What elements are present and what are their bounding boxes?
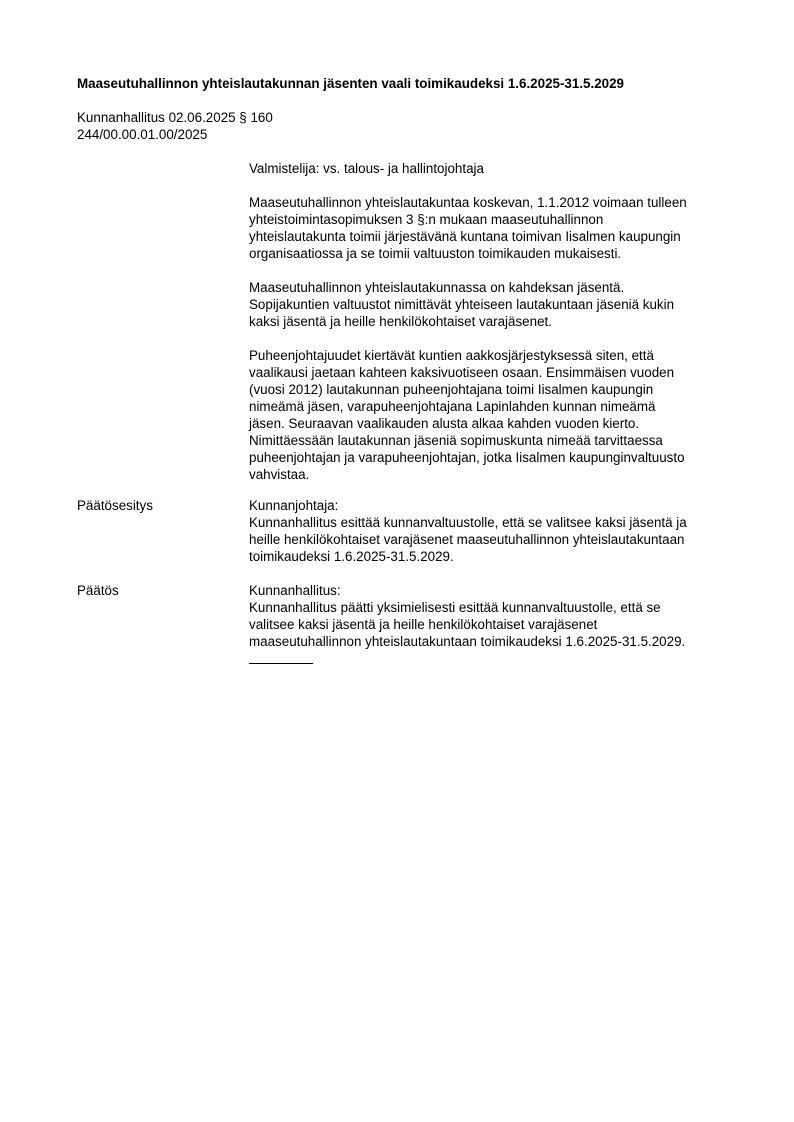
decision-label: Päätös [77,583,119,598]
preparation-paragraph-1: Maaseutuhallinnon yhteislautakuntaa koskevan, 1.1.2012 voimaan tulleen yhteistoimintasopimuksen 3 §:n mukaan maaseutuhallinnon yhteislautakunta toimii järjestävänä kuntana toimivan Iisalmen kaupungin organisaatiossa ja se toimii valtuuston toimikauden mukaisesti. [249,195,687,261]
proposal-content: Kunnanjohtaja: Kunnanhallitus esittää kunnanvaltuustolle, että se valitsee kaksi jäsentä ja heille henkilökohtaiset varajäsenet maaseutuhallinnon yhteislautakuntaan toimikaudeksi 1.6.2025-31.5.2029. [249,497,734,565]
document-title: Maaseutuhallinnon yhteislautakunnan jäsenten vaali toimikaudeksi 1.6.2025-31.5.2029 [77,76,625,91]
meeting-reference: Kunnanhallitus 02.06.2025 § 160 [77,110,273,125]
preparation-paragraph-3: Puheenjohtajuudet kiertävät kuntien aakkosjärjestyksessä siten, että vaalikausi jaetaan kahteen kaksivuotiseen osaan. Ensimmäisen vuoden (vuosi 2012) lautakunnan puheenjohtajana toimi Iisalmen kaupungin nimeämä jäsen, varapuheenjohtajana Lapinlahden kunnan nimeämä jäsen. Seuraavan vaalikauden alusta alkaa kahden vuoden kierto. Nimittäessään lautakunnan jäseniä sopimuskunta nimeää tarvittaessa puheenjohtajan ja varapuheenjohtajan, jotka Iisalmen kaupunginvaltuusto vahvistaa. [249,348,685,482]
proposal-author: Kunnanjohtaja: [249,498,339,513]
meeting-info [77,109,273,143]
proposal-label: Päätösesitys [77,498,153,513]
decision-content: Kunnanhallitus: Kunnanhallitus päätti yksimielisesti esittää kunnanvaltuustolle, että se valitsee kaksi jäsentä ja heille henkilökohtaiset varajäsenet maaseutuhallinnon yhteislautakuntaan toimikaudeksi 1.6.2025-31.5.2029. [249,582,734,664]
preparation-paragraph-2: Maaseutuhallinnon yhteislautakunnassa on kahdeksan jäsentä. Sopijakuntien valtuustot nimittävät yhteiseen lautakuntaan jäseniä kukin kaksi jäsentä ja heille henkilökohtaiset varajäsenet. [249,280,675,329]
end-separator-line [249,663,313,664]
record-id: 244/00.00.01.00/2025 [77,127,208,142]
preparation-content [249,160,734,500]
decision-author: Kunnanhallitus: [249,583,341,598]
preparer-line: Valmistelija: vs. talous- ja hallintojohtaja [249,161,484,176]
